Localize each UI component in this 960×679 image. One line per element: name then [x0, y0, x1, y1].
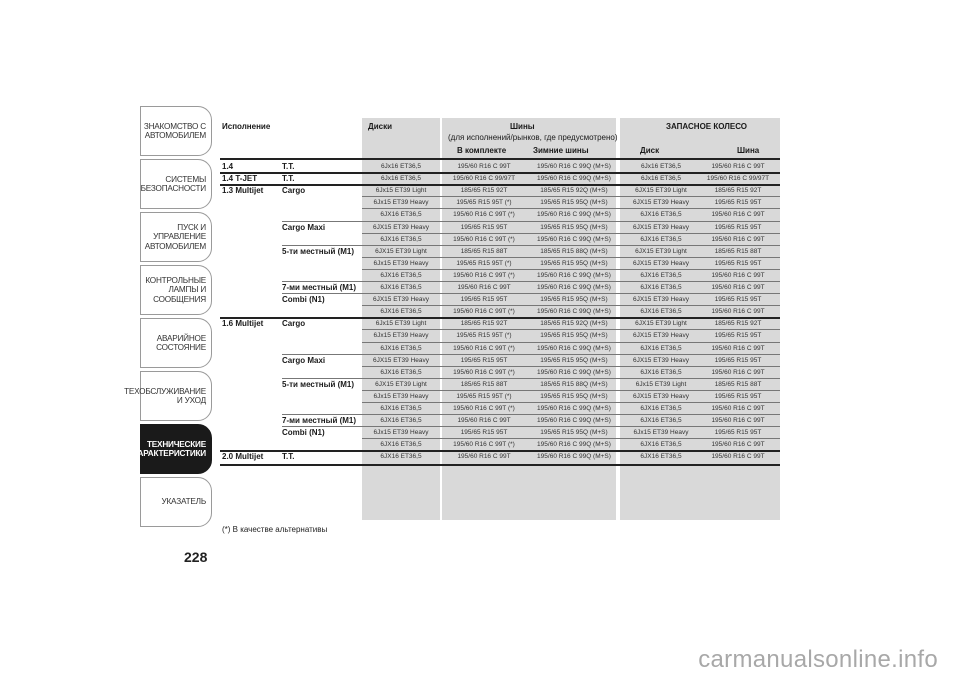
header-spare-wheel: Диск: [640, 146, 660, 155]
header-version: Исполнение: [222, 122, 271, 131]
cell-winter: 195/65 R15 95Q (M+S): [540, 429, 608, 437]
cell-spare-wheel: 6JX15 ET39 Heavy: [632, 332, 689, 340]
cell-wheel: 6JX15 ET39 Heavy: [372, 223, 429, 231]
cell-spare-wheel: 6JX16 ET36,5: [640, 417, 682, 425]
chapter-tab-5[interactable]: АВАРИЙНОЕ СОСТОЯНИЕ: [140, 318, 212, 368]
cell-tyre: 195/65 R15 95T (*): [456, 392, 512, 400]
chapter-tab-6[interactable]: ТЕХОБСЛУЖИВАНИЕ И УХОД: [140, 371, 212, 421]
row-divider: [362, 257, 780, 258]
cell-spare-tyre: 195/60 R16 C 99T: [711, 405, 765, 412]
cell-wheel: 6JX16 ET36,5: [380, 417, 422, 425]
chapter-tab-3[interactable]: ПУСК И УПРАВЛЕНИЕ АВТОМОБИЛЕМ: [140, 212, 212, 262]
cell-wheel: 6Jx15 ET39 Heavy: [373, 199, 429, 207]
subgroup-divider: [282, 426, 780, 427]
row-version: Cargo Maxi: [282, 222, 326, 232]
cell-winter: 195/65 R15 95Q (M+S): [540, 356, 608, 364]
cell-tyre: 195/60 R16 C 99T: [457, 453, 511, 461]
cell-spare-tyre: 195/60 R16 C 99T: [711, 344, 765, 352]
cell-wheel: 6Jx15 ET39 Heavy: [373, 392, 429, 400]
cell-wheel: 6JX16 ET36,5: [380, 308, 422, 316]
cell-wheel: 6JX16 ET36,5: [380, 235, 422, 243]
cell-spare-wheel: 6JX16 ET36,5: [640, 308, 682, 316]
cell-spare-wheel: 6JX15 ET39 Heavy: [632, 199, 689, 207]
cell-winter: 195/60 R16 C 99Q (M+S): [537, 235, 611, 243]
cell-wheel: 6Jx15 ET39 Light: [375, 187, 427, 195]
cell-winter: 195/65 R15 95Q (M+S): [540, 223, 608, 231]
row-engine: 2.0 Multijet: [222, 452, 264, 462]
cell-winter: 195/65 R15 95Q (M+S): [540, 259, 608, 267]
row-version: 5-ти местный (M1): [282, 246, 355, 256]
cell-wheel: 6JX16 ET36,5: [380, 405, 422, 412]
cell-winter: 195/60 R16 C 99Q (M+S): [537, 368, 611, 376]
cell-spare-wheel: 6JX15 ET39 Heavy: [632, 356, 689, 364]
subgroup-divider: [282, 281, 780, 282]
subgroup-divider: [282, 293, 780, 294]
cell-winter: 185/65 R15 92Q (M+S): [540, 187, 608, 195]
row-version: T.T.: [282, 162, 295, 171]
cell-spare-tyre: 195/60 R16 C 99T: [711, 441, 765, 449]
chapter-tab-1[interactable]: ЗНАКОМСТВО С АВТОМОБИЛЕМ: [140, 106, 212, 156]
cell-winter: 195/60 R16 C 99Q (M+S): [537, 163, 611, 170]
cell-tyre: 195/65 R15 95T: [460, 356, 508, 364]
cell-tyre: 195/65 R15 95T (*): [456, 332, 512, 340]
cell-spare-tyre: 195/65 R15 95T: [714, 332, 762, 340]
cell-winter: 195/60 R16 C 99Q (M+S): [537, 211, 611, 219]
cell-wheel: 6Jx15 ET39 Light: [375, 320, 427, 328]
row-divider: [362, 438, 780, 439]
cell-spare-wheel: 6JX15 ET39 Light: [635, 247, 687, 255]
row-version: Combi (N1): [282, 295, 325, 305]
table-bottom-rule: [220, 464, 780, 466]
row-divider: [362, 196, 780, 197]
row-divider: [362, 366, 780, 367]
cell-spare-wheel: 6JX15 ET39 Heavy: [632, 223, 689, 231]
row-version: 5-ти местный (M1): [282, 379, 355, 389]
row-divider: [362, 390, 780, 391]
row-version: Cargo: [282, 186, 306, 196]
cell-winter: 195/60 R16 C 99Q (M+S): [537, 284, 611, 291]
cell-spare-wheel: 6JX16 ET36,5: [640, 235, 682, 243]
cell-spare-wheel: 6JX15 ET39 Light: [635, 187, 687, 195]
cell-spare-tyre: 185/65 R15 88T: [714, 247, 762, 255]
cell-winter: 185/65 R15 88Q (M+S): [540, 247, 608, 255]
cell-wheel: 6JX15 ET39 Light: [375, 247, 427, 255]
cell-winter: 195/65 R15 95Q (M+S): [540, 392, 608, 400]
group-divider: [220, 172, 780, 174]
cell-tyre: 195/60 R16 C 99T (*): [453, 308, 515, 316]
chapter-tab-4[interactable]: КОНТРОЛЬНЫЕ ЛАМПЫ И СООБЩЕНИЯ: [140, 265, 212, 315]
cell-tyre: 195/65 R15 95T: [460, 223, 508, 231]
cell-spare-tyre: 195/65 R15 95T: [714, 392, 762, 400]
cell-spare-wheel: 6JX16 ET36,5: [640, 211, 682, 219]
cell-spare-tyre: 195/60 R16 C 99/97T: [706, 175, 770, 183]
row-divider: [362, 208, 780, 209]
row-divider: [362, 342, 780, 343]
row-engine: 1.4 T-JET: [222, 174, 258, 184]
cell-spare-tyre: 195/65 R15 95T: [714, 429, 762, 437]
cell-tyre: 195/60 R16 C 99T: [457, 284, 511, 291]
header-spare: ЗАПАСНОЕ КОЛЕСО: [666, 122, 748, 131]
cell-spare-tyre: 195/60 R16 C 99T: [711, 284, 765, 291]
cell-wheel: 6Jx16 ET36,5: [380, 163, 422, 170]
cell-wheel: 6JX15 ET39 Light: [375, 380, 427, 388]
cell-spare-wheel: 6Jx15 ET39 Heavy: [633, 429, 689, 437]
row-divider: [362, 305, 780, 306]
row-divider: [362, 329, 780, 330]
cell-spare-tyre: 195/65 R15 95T: [714, 199, 762, 207]
row-version: 7-ми местный (M1): [282, 283, 357, 292]
cell-tyre: 195/60 R16 C 99T: [457, 163, 511, 170]
header-wheels: Диски: [368, 122, 392, 131]
chapter-tab-7[interactable]: ТЕХНИЧЕСКИЕ ХАРАКТЕРИСТИКИ: [140, 424, 212, 474]
cell-wheel: 6JX16 ET36,5: [380, 441, 422, 449]
header-winter: Зимние шины: [533, 146, 589, 155]
cell-wheel: 6Jx16 ET36,5: [380, 175, 422, 183]
cell-tyre: 195/60 R16 C 99T (*): [453, 441, 515, 449]
cell-wheel: 6JX16 ET36,5: [380, 211, 422, 219]
cell-tyre: 185/65 R15 88T: [460, 247, 508, 255]
cell-tyre: 185/65 R15 92T: [460, 320, 508, 328]
chapter-tab-8[interactable]: УКАЗАТЕЛЬ: [140, 477, 212, 527]
cell-tyre: 195/60 R16 C 99T (*): [453, 368, 515, 376]
cell-spare-tyre: 195/60 R16 C 99T: [711, 417, 765, 425]
cell-spare-tyre: 195/65 R15 95T: [714, 223, 762, 231]
row-divider: [362, 233, 780, 234]
cell-spare-wheel: 6JX15 ET39 Heavy: [632, 259, 689, 267]
cell-wheel: 6Jx15 ET39 Heavy: [373, 429, 429, 437]
cell-wheel: 6Jx15 ET39 Heavy: [373, 332, 429, 340]
cell-winter: 195/60 R16 C 99Q (M+S): [537, 271, 611, 279]
cell-spare-wheel: 6JX16 ET36,5: [640, 344, 682, 352]
cell-winter: 195/60 R16 C 99Q (M+S): [537, 453, 611, 461]
cell-tyre: 185/65 R15 92T: [460, 187, 508, 195]
cell-spare-tyre: 195/65 R15 95T: [714, 259, 762, 267]
cell-wheel: 6JX16 ET36,5: [380, 344, 422, 352]
subgroup-divider: [282, 414, 780, 415]
cell-spare-wheel: 6Jx15 ET39 Light: [635, 380, 687, 388]
cell-spare-wheel: 6JX16 ET36,5: [640, 271, 682, 279]
cell-spare-tyre: 195/60 R16 C 99T: [711, 453, 765, 461]
row-divider: [362, 269, 780, 270]
cell-spare-tyre: 195/60 R16 C 99T: [711, 235, 765, 243]
cell-spare-wheel: 6JX16 ET36,5: [640, 453, 682, 461]
cell-tyre: 195/65 R15 95T: [460, 429, 508, 437]
row-version: Cargo: [282, 319, 306, 329]
header-tyres-note: (для исполнений/рынков, где предусмотрено): [448, 133, 618, 142]
cell-spare-tyre: 185/65 R15 92T: [714, 320, 762, 328]
cell-tyre: 195/65 R15 95T: [460, 296, 508, 304]
cell-spare-tyre: 195/65 R15 95T: [714, 296, 762, 304]
cell-spare-tyre: 195/60 R16 C 99T: [711, 368, 765, 376]
cell-winter: 195/60 R16 C 99Q (M+S): [537, 417, 611, 425]
cell-winter: 195/60 R16 C 99Q (M+S): [537, 405, 611, 412]
row-engine: 1.6 Multijet: [222, 319, 264, 329]
cell-spare-tyre: 195/60 R16 C 99T: [711, 211, 765, 219]
cell-spare-wheel: 6JX16 ET36,5: [640, 405, 682, 412]
cell-tyre: 195/60 R16 C 99/97T: [452, 175, 516, 183]
cell-tyre: 195/65 R15 95T (*): [456, 259, 512, 267]
cell-winter: 185/65 R15 92Q (M+S): [540, 320, 608, 328]
subgroup-divider: [282, 354, 780, 355]
subgroup-divider: [282, 245, 780, 246]
cell-wheel: 6JX16 ET36,5: [380, 284, 422, 291]
cell-spare-wheel: 6JX16 ET36,5: [640, 441, 682, 449]
header-supplied: В комплекте: [457, 146, 507, 155]
cell-wheel: 6JX16 ET36,5: [380, 453, 422, 461]
cell-spare-wheel: 6Jx16 ET36,5: [640, 163, 682, 170]
cell-tyre: 195/60 R16 C 99T (*): [453, 211, 515, 219]
chapter-tab-2[interactable]: СИСТЕМЫ БЕЗОПАСНОСТИ: [140, 159, 212, 209]
row-version: 7-ми местный (M1): [282, 416, 357, 426]
header-spare-tyre: Шина: [737, 146, 760, 155]
cell-tyre: 195/60 R16 C 99T (*): [453, 235, 515, 243]
cell-tyre: 185/65 R15 88T: [460, 380, 508, 388]
cell-winter: 195/60 R16 C 99Q (M+S): [537, 441, 611, 449]
page-number: 228: [184, 549, 208, 565]
row-divider: [362, 402, 780, 403]
cell-tyre: 195/60 R16 C 99T (*): [453, 344, 515, 352]
cell-spare-wheel: 6Jx16 ET36,5: [640, 175, 682, 183]
cell-spare-tyre: 185/65 R15 92T: [714, 187, 762, 195]
cell-winter: 185/65 R15 88Q (M+S): [540, 380, 608, 388]
group-divider: [220, 450, 780, 452]
row-engine: 1.4: [222, 162, 234, 171]
header-divider: [220, 158, 780, 160]
cell-spare-wheel: 6JX15 ET39 Heavy: [632, 296, 689, 304]
cell-spare-tyre: 195/65 R15 95T: [714, 356, 762, 364]
row-version: T.T.: [282, 174, 295, 184]
cell-winter: 195/60 R16 C 99Q (M+S): [537, 344, 611, 352]
cell-spare-tyre: 195/60 R16 C 99T: [711, 271, 765, 279]
footnote: (*) В качестве альтернативы: [222, 525, 328, 534]
cell-spare-tyre: 195/60 R16 C 99T: [711, 163, 765, 170]
cell-wheel: 6JX15 ET39 Heavy: [372, 356, 429, 364]
subgroup-divider: [282, 378, 780, 379]
cell-spare-tyre: 195/60 R16 C 99T: [711, 308, 765, 316]
row-engine: 1.3 Multijet: [222, 186, 264, 196]
cell-wheel: 6JX16 ET36,5: [380, 271, 422, 279]
cell-tyre: 195/60 R16 C 99T (*): [453, 271, 515, 279]
cell-wheel: 6JX15 ET39 Heavy: [372, 296, 429, 304]
cell-spare-wheel: 6JX15 ET39 Heavy: [632, 392, 689, 400]
cell-winter: 195/65 R15 95Q (M+S): [540, 199, 608, 207]
cell-spare-wheel: 6JX15 ET39 Light: [635, 320, 687, 328]
cell-spare-tyre: 185/65 R15 88T: [714, 380, 762, 388]
cell-tyre: 195/60 R16 C 99T: [457, 417, 511, 425]
row-version: T.T.: [282, 452, 295, 462]
header-tyres: Шины: [510, 122, 535, 131]
row-version: Cargo Maxi: [282, 355, 326, 365]
cell-winter: 195/60 R16 C 99Q (M+S): [537, 175, 611, 183]
cell-winter: 195/65 R15 95Q (M+S): [540, 296, 608, 304]
cell-wheel: 6JX16 ET36,5: [380, 368, 422, 376]
row-version: Combi (N1): [282, 428, 325, 438]
cell-winter: 195/60 R16 C 99Q (M+S): [537, 308, 611, 316]
watermark: carmanualsonline.info: [698, 646, 938, 673]
cell-wheel: 6Jx15 ET39 Heavy: [373, 259, 429, 267]
cell-winter: 195/65 R15 95Q (M+S): [540, 332, 608, 340]
cell-tyre: 195/65 R15 95T (*): [456, 199, 512, 207]
subgroup-divider: [282, 221, 780, 222]
cell-spare-wheel: 6JX16 ET36,5: [640, 368, 682, 376]
cell-spare-wheel: 6JX16 ET36,5: [640, 284, 682, 291]
cell-tyre: 195/60 R16 C 99T (*): [453, 405, 515, 412]
